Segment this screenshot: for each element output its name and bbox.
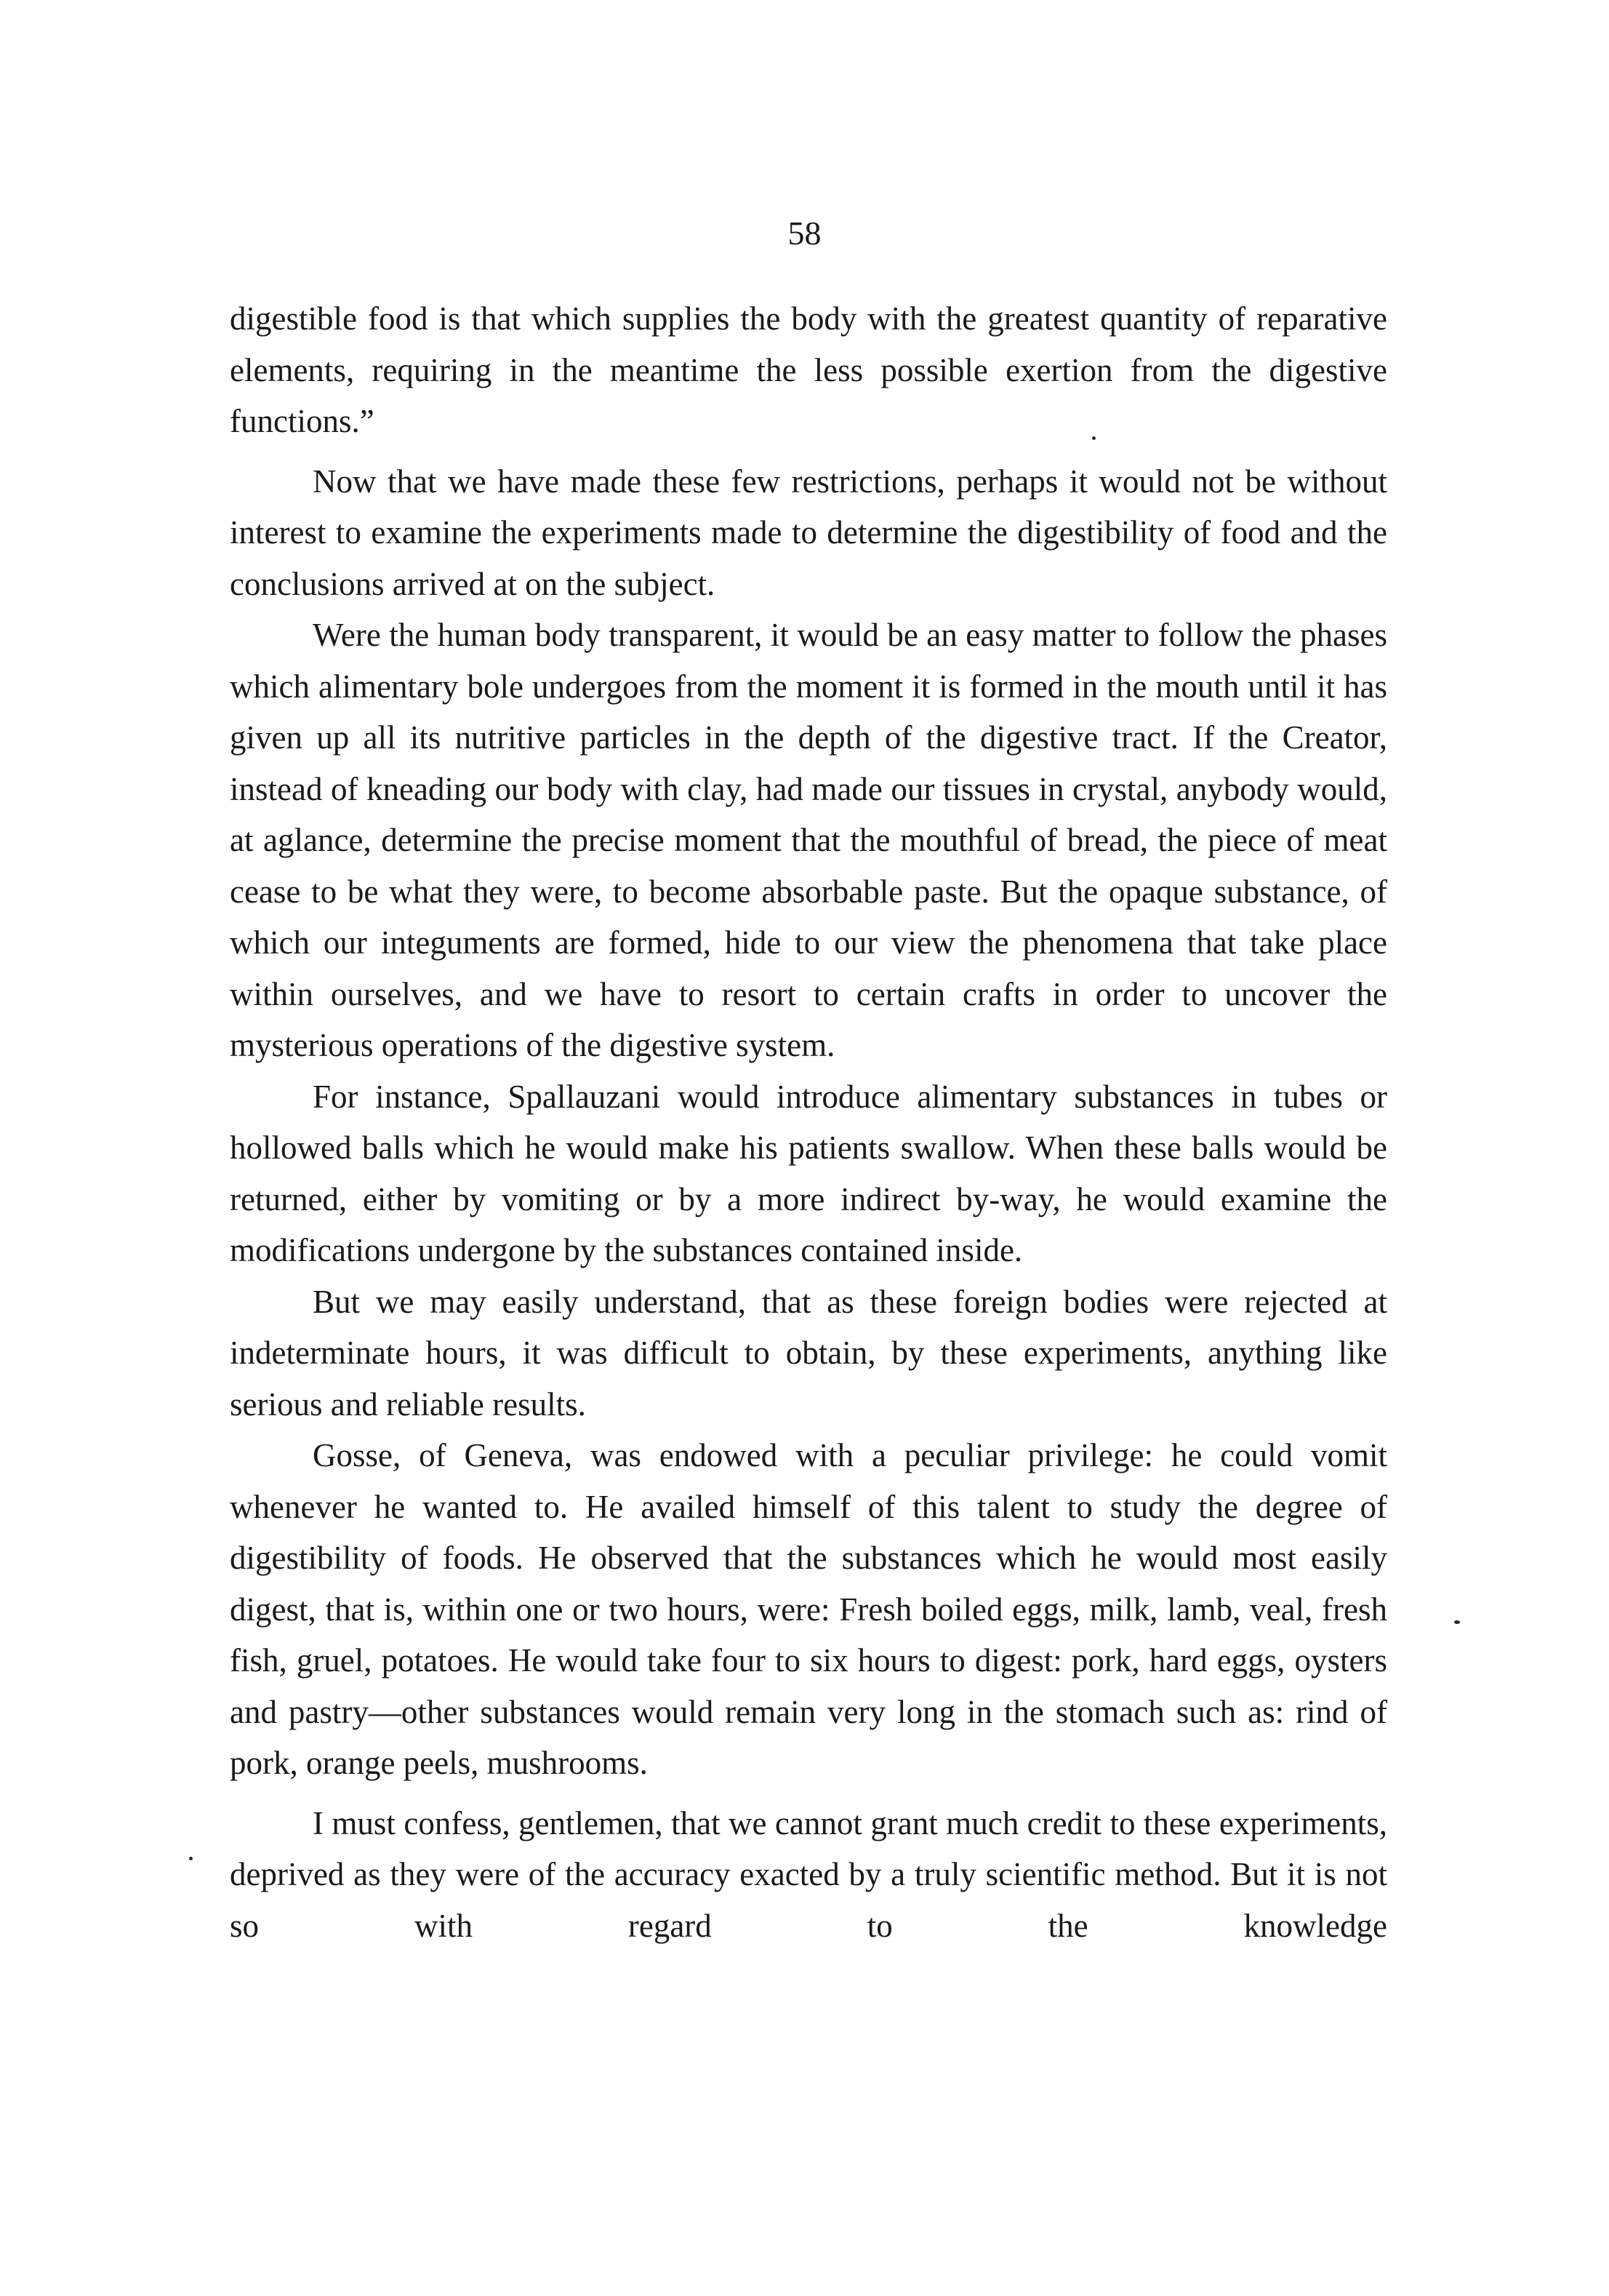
scan-speck: [1092, 436, 1096, 440]
paragraph-2: Now that we have made these few restrictions, perhaps it would not be without interest to examine the experiments made to determine the digestibility of food and the conclusions arrived at on the subject.: [230, 463, 1387, 602]
paragraph-4: For instance, Spallauzani would introduce alimentary substances in tubes or hollowed balls which he would make his patients swallow. When these balls would be returned, either by vomiting or by a more indirect by-way, he would examine the modifications undergone by the substances contained inside.: [230, 1078, 1387, 1268]
paragraph-5: But we may easily understand, that as these foreign bodies were rejected at indeterminate hours, it was difficult to obtain, by these experiments, anything like serious and reliable results.: [230, 1283, 1387, 1423]
body-text: [230, 293, 1387, 1951]
scan-speck: [189, 1857, 193, 1860]
page-number: 58: [787, 215, 822, 252]
paragraph-7: I must confess, gentlemen, that we cannot grant much credit to these experiments, deprived as they were of the accuracy exacted by a truly scientific method. But it is not so with regard to the knowledge: [230, 1804, 1387, 1944]
paragraph-6: Gosse, of Geneva, was endowed with a peculiar privilege: he could vomit whenever he wanted to. He availed himself of this talent to study the degree of digestibility of foods. He observed that the substances which he would most easily digest, that is, within one or two hours, were: Fresh boiled eggs, milk, lamb, veal, fresh fish, gruel, potatoes. He would take four to six hours to digest: pork, hard eggs, oysters and pastry—other substances would remain very long in the stomach such as: rind of pork, orange peels, mushrooms.: [230, 1437, 1387, 1781]
paragraph-1: digestible food is that which supplies the body with the greatest quantity of reparative elements, requiring in the meantime the less possible exertion from the digestive functions.”: [230, 300, 1387, 439]
scan-speck: [1454, 1620, 1460, 1624]
paragraph-3: Were the human body transparent, it would be an easy matter to follow the phases which alimentary bole undergoes from the moment it is formed in the mouth until it has given up all its nutritive particles in the depth of the digestive tract. If the Creator, instead of kneading our body with clay, had made our tissues in crystal, anybody would, at aglance, determine the precise moment that the mouthful of bread, the piece of meat cease to be what they were, to become absorbable paste. But the opaque substance, of which our integuments are formed, hide to our view the phenomena that take place within ourselves, and we have to resort to certain crafts in order to uncover the mysterious operations of the digestive system.: [230, 617, 1387, 1063]
